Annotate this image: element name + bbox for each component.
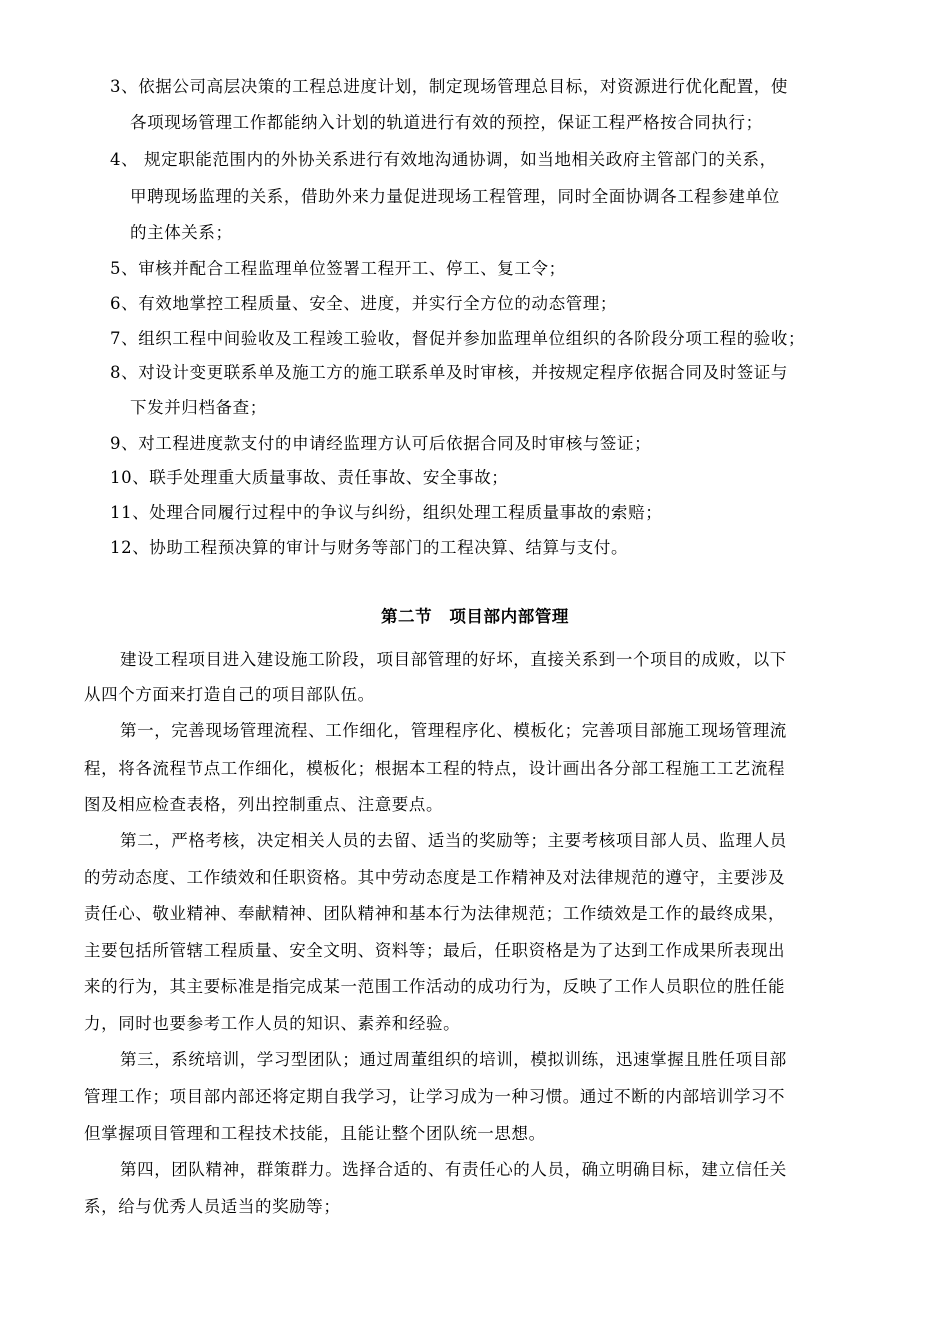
list-item-3-line-1: 3、依据公司高层决策的工程总进度计划，制定现场管理总目标，对资源进行优化配置，使 [110, 77, 788, 96]
list-item-8-line-1: 8、对设计变更联系单及施工方的施工联系单及时审核，并按规定程序依据合同及时签证与 [110, 363, 788, 382]
list-item-10: 10、联手处理重大质量事故、责任事故、安全事故； [110, 468, 509, 487]
paragraph-second-line-3: 责任心、敬业精神、奉献精神、团队精神和基本行为法律规范；工作绩效是工作的最终成果， [84, 904, 786, 923]
list-item-7: 7、组织工程中间验收及工程竣工验收，督促并参加监理单位组织的各阶段分项工程的验收； [110, 329, 806, 348]
paragraph-second-line-2: 的劳动态度、工作绩效和任职资格。其中劳动态度是工作精神及对法律规范的遵守，主要涉及 [84, 868, 786, 887]
list-item-9: 9、对工程进度款支付的申请经监理方认可后依据合同及时审核与签证； [110, 434, 652, 453]
section-title: 第二节 项目部内部管理 [380, 607, 570, 626]
paragraph-second-line-5: 来的行为，其主要标准是指完成某一范围工作活动的成功行为，反映了工作人员职位的胜任能 [84, 977, 786, 996]
paragraph-second-line-1: 第二，严格考核，决定相关人员的去留、适当的奖励等；主要考核项目部人员、监理人员 [120, 831, 787, 850]
paragraph-third-line-2: 管理工作；项目部内部还将定期自我学习，让学习成为一种习惯。通过不断的内部培训学习不 [84, 1087, 786, 1106]
list-item-12: 12、协助工程预决算的审计与财务等部门的工程决算、结算与支付。 [110, 538, 629, 557]
list-item-4-line-1: 4、 规定职能范围内的外协关系进行有效地沟通协调，如当地相关政府主管部门的关系， [110, 150, 777, 169]
list-item-6: 6、有效地掌控工程质量、安全、进度，并实行全方位的动态管理； [110, 294, 617, 313]
paragraph-second-line-4: 主要包括所管辖工程质量、安全文明、资料等；最后，任职资格是为了达到工作成果所表现出 [84, 941, 786, 960]
list-item-11: 11、处理合同履行过程中的争议与纠纷，组织处理工程质量事故的索赔； [110, 503, 663, 522]
list-item-5: 5、审核并配合工程监理单位签署工程开工、停工、复工令； [110, 259, 566, 278]
paragraph-third-line-3: 但掌握项目管理和工程技术技能，且能让整个团队统一思想。 [84, 1124, 546, 1143]
paragraph-fourth-line-2: 系，给与优秀人员适当的奖励等； [84, 1197, 341, 1216]
paragraph-first-line-2: 程，将各流程节点工作细化，模板化；根据本工程的特点，设计画出各分部工程施工工艺流程 [84, 759, 786, 778]
paragraph-third-line-1: 第三，系统培训，学习型团队；通过周董组织的培训，模拟训练，迅速掌握且胜任项目部 [120, 1050, 787, 1069]
list-item-4-line-3: 的主体关系； [130, 223, 233, 242]
paragraph-first-line-3: 图及相应检查表格，列出控制重点、注意要点。 [84, 795, 444, 814]
paragraph-intro-line-2: 从四个方面来打造自己的项目部队伍。 [84, 685, 375, 704]
paragraph-second-line-6: 力，同时也要参考工作人员的知识、素养和经验。 [84, 1014, 461, 1033]
list-item-4-line-2: 甲聘现场监理的关系，借助外来力量促进现场工程管理，同时全面协调各工程参建单位 [130, 187, 780, 206]
list-item-3-line-2: 各项现场管理工作都能纳入计划的轨道进行有效的预控，保证工程严格按合同执行； [130, 113, 763, 132]
list-item-8-line-2: 下发并归档备查； [130, 398, 267, 417]
paragraph-intro-line-1: 建设工程项目进入建设施工阶段，项目部管理的好坏，直接关系到一个项目的成败，以下 [120, 650, 787, 669]
paragraph-fourth-line-1: 第四，团队精神，群策群力。选择合适的、有责任心的人员，确立明确目标，建立信任关 [120, 1160, 787, 1179]
paragraph-first-line-1: 第一，完善现场管理流程、工作细化，管理程序化、模板化；完善项目部施工现场管理流 [120, 721, 787, 740]
